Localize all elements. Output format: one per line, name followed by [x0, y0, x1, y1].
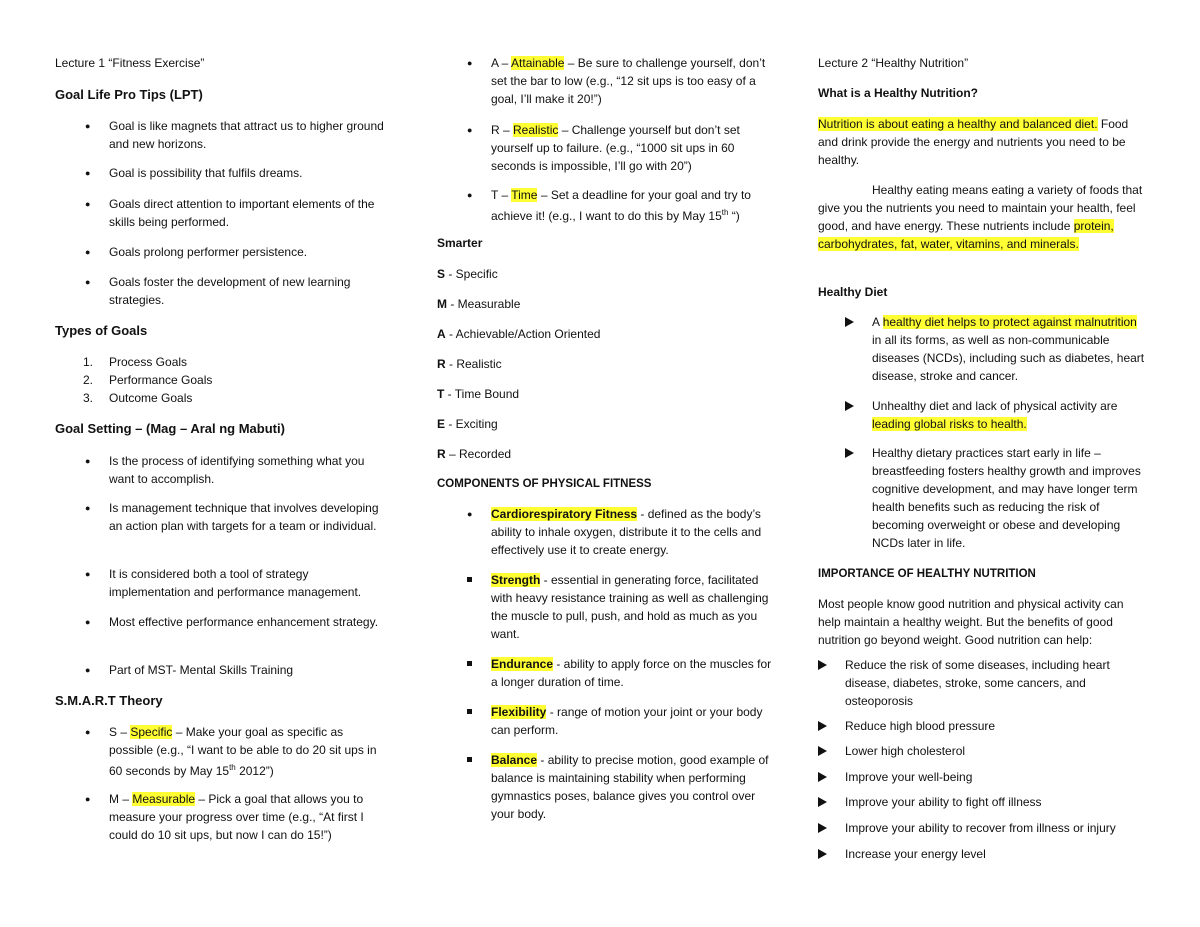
list-item: Improve your ability to fight off illness — [845, 793, 1148, 811]
square-bullet-icon — [467, 661, 472, 666]
list-item: Flexibility - range of motion your joint or your body can perform. — [491, 703, 772, 739]
components-heading: COMPONENTS OF PHYSICAL FITNESS — [437, 478, 652, 490]
list-item: Reduce the risk of some diseases, including heart disease, diabetes, stroke, some cancers, and osteoporosis — [845, 656, 1148, 710]
nutrition-paragraph: Healthy eating means eating a variety of foods that give you the nutrients you need to maintain your health, feel good, and have energy. These nutrients include protein, carbohydrates, fat, water, vitamins, and minerals. — [818, 183, 1143, 251]
list-item: Balance - ability to precise motion, good example of balance is maintaining stability when performing gymnastics poses, balance gives you control over your body. — [491, 751, 772, 823]
list-item: ● M – Measurable – Pick a goal that allows you to measure your progress over time (e.g., “At first I could do 10 sit ups, but now I can do 15!”) — [85, 792, 364, 842]
list-item: ● A – Attainable – Be sure to challenge yourself, don’t set the bar to low (e.g., “12 sit ups is too easy of a goal, I’ll make it 20!”) — [467, 56, 766, 106]
list-item: ● It is considered both a tool of strategy implementation and performance management. — [85, 567, 362, 599]
nutrition-question: What is a Healthy Nutrition? — [818, 86, 979, 100]
list-item: ● Goals foster the development of new learning strategies. — [85, 275, 351, 307]
list-item: Improve your ability to recover from illness or injury — [845, 819, 1148, 837]
list-item: Lower high cholesterol — [845, 742, 1148, 760]
bullet-icon: ● — [467, 509, 473, 519]
bullet-icon: ● — [85, 794, 91, 804]
arrow-bullet-icon — [818, 746, 827, 756]
list-item: Strength - essential in generating force, facilitated with heavy resistance training as well as challenging the muscle to pull, push, and hold as much as you want. — [491, 571, 772, 643]
bullet-icon: ● — [85, 277, 91, 287]
list-item: ● Goal is like magnets that attract us to higher ground and new horizons. — [85, 119, 384, 151]
arrow-bullet-icon — [818, 660, 827, 670]
smarter-row: T - Time Bound — [437, 387, 520, 401]
list-item: Endurance - ability to apply force on the muscles for a longer duration of time. — [491, 655, 772, 691]
arrow-bullet-icon — [845, 401, 854, 411]
list-item: ● Goal is possibility that fulfils dreams. — [85, 166, 303, 180]
square-bullet-icon — [467, 757, 472, 762]
bullet-icon: ● — [85, 503, 91, 513]
arrow-bullet-icon — [818, 721, 827, 731]
list-item: A healthy diet helps to protect against malnutrition in all its forms, as well as non-communicable diseases (NCDs), including such as diabetes, heart disease, stroke and cancer. — [872, 313, 1148, 385]
list-item: ● Goals prolong performer persistence. — [85, 245, 308, 259]
goal-tips-heading: Goal Life Pro Tips (LPT) — [55, 87, 203, 102]
list-item: ● S – Specific – Make your goal as specific as possible (e.g., “I want to be able to do 20 sit ups in 60 seconds by May 15th 2012”) — [85, 725, 377, 778]
bullet-icon: ● — [467, 58, 473, 68]
square-bullet-icon — [467, 709, 472, 714]
list-item: Reduce high blood pressure — [845, 717, 1148, 735]
list-item: ● Part of MST- Mental Skills Training — [85, 663, 294, 677]
bullet-icon: ● — [467, 125, 473, 135]
arrow-bullet-icon — [845, 317, 854, 327]
list-item: Increase your energy level — [845, 845, 1148, 863]
smarter-heading: Smarter — [437, 236, 483, 250]
bullet-icon: ● — [85, 617, 91, 627]
list-item: 2. Performance Goals — [83, 373, 213, 387]
list-item: Unhealthy diet and lack of physical activity are leading global risks to health. — [872, 397, 1148, 433]
list-item: ● Is management technique that involves developing an action plan with targets for a team or individual. — [85, 501, 379, 533]
smarter-row: E - Exciting — [437, 417, 498, 431]
types-heading: Types of Goals — [55, 323, 148, 338]
lecture-1-title: Lecture 1 “Fitness Exercise” — [55, 56, 205, 70]
square-bullet-icon — [467, 577, 472, 582]
list-item: ● Most effective performance enhancement strategy. — [85, 615, 379, 629]
nutrition-intro: Nutrition is about eating a healthy and balanced diet. Food and drink provide the energy and nutrients you need to be healthy. — [818, 117, 1129, 167]
smarter-row: R – Recorded — [437, 447, 512, 461]
bullet-icon: ● — [85, 665, 91, 675]
list-item: ● Is the process of identifying something what you want to accomplish. — [85, 454, 365, 486]
arrow-bullet-icon — [818, 772, 827, 782]
bullet-icon: ● — [85, 168, 91, 178]
bullet-icon: ● — [85, 727, 91, 737]
arrow-bullet-icon — [818, 849, 827, 859]
list-item: 3. Outcome Goals — [83, 391, 193, 405]
arrow-bullet-icon — [818, 823, 827, 833]
bullet-icon: ● — [85, 199, 91, 209]
list-item: ● T – Time – Set a deadline for your goal and try to achieve it! (e.g., I want to do this by May 15th “) — [467, 188, 751, 223]
list-item: Improve your well-being — [845, 768, 1148, 786]
bullet-icon: ● — [467, 190, 473, 200]
healthy-diet-heading: Healthy Diet — [818, 285, 888, 299]
smart-heading: S.M.A.R.T Theory — [55, 693, 163, 708]
importance-paragraph: Most people know good nutrition and physical activity can help maintain a healthy weight. But the benefits of good nutrition go beyond weight. Good nutrition can help: — [818, 597, 1124, 647]
arrow-bullet-icon — [818, 797, 827, 807]
list-item: 1. Process Goals — [83, 355, 188, 369]
smarter-row: R - Realistic — [437, 357, 502, 371]
bullet-icon: ● — [85, 456, 91, 466]
bullet-icon: ● — [85, 247, 91, 257]
goal-setting-heading: Goal Setting – (Mag – Aral ng Mabuti) — [55, 421, 285, 436]
list-item: Healthy dietary practices start early in life – breastfeeding fosters healthy growth and improves cognitive development, and may have longer term health benefits such as reducing the risk of becoming overweight or obese and developing NCDs later in life. — [872, 444, 1148, 552]
bullet-icon: ● — [85, 569, 91, 579]
smarter-row: S - Specific — [437, 267, 498, 281]
list-item: ● Goals direct attention to important elements of the skills being performed. — [85, 197, 375, 229]
lecture-2-title: Lecture 2 “Healthy Nutrition” — [818, 56, 969, 70]
bullet-icon: ● — [85, 121, 91, 131]
arrow-bullet-icon — [845, 448, 854, 458]
list-item: ● Cardiorespiratory Fitness - defined as the body’s ability to inhale oxygen, distribute it to the cells and effectively use it to create energy. — [467, 507, 762, 557]
smarter-row: A - Achievable/Action Oriented — [437, 327, 601, 341]
smarter-row: M - Measurable — [437, 297, 521, 311]
importance-heading: IMPORTANCE OF HEALTHY NUTRITION — [818, 568, 1036, 580]
list-item: ● R – Realistic – Challenge yourself but don’t set yourself up to failure. (e.g., “1000 sit ups in 60 seconds is impossible, I’ll go with 20”) — [467, 123, 740, 173]
